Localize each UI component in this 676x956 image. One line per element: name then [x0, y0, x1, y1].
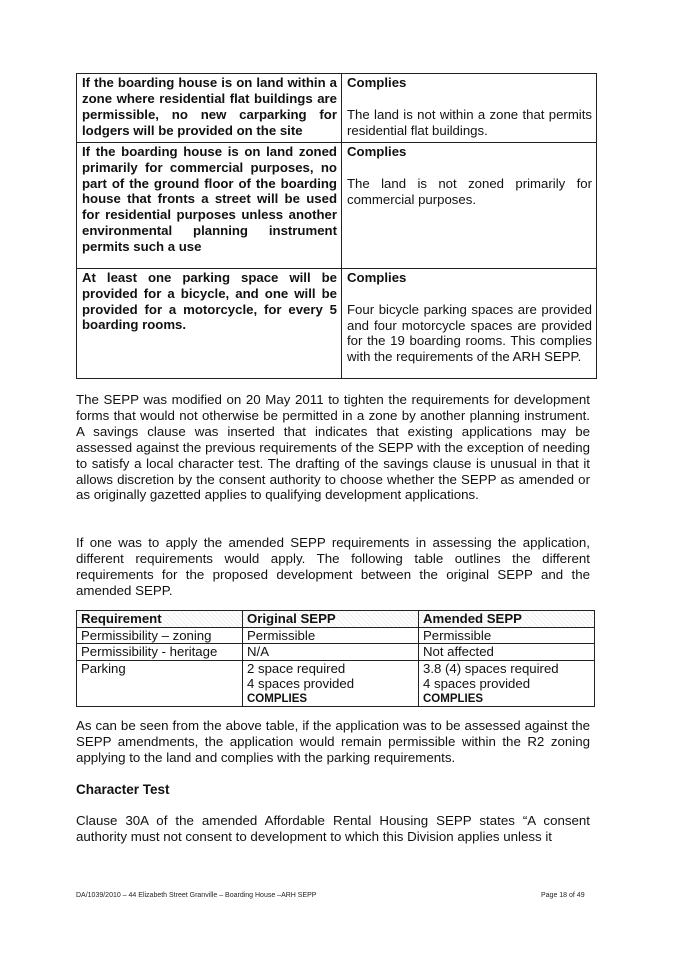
amended-status: COMPLIES	[423, 692, 484, 705]
detail-text: Four bicycle parking spaces are provided and four motorcycle spaces are provided for the 19 boarding rooms. This complies with the requirements of the ARH SEPP.	[347, 301, 592, 365]
detail-text: The land is not zoned primarily for commercial purposes.	[347, 175, 592, 207]
comparison-table	[76, 610, 595, 707]
table-row	[77, 74, 597, 143]
paragraph-character-test: Clause 30A of the amended Affordable Rental Housing SEPP states “A consent authority must not consent to development to which this Division applies unless it	[76, 813, 590, 844]
requirement-cell: If the boarding house is on land within a zone where residential flat buildings are permissible, no new carparking for lodgers will be provided on the site	[77, 74, 342, 143]
table-row	[77, 660, 595, 706]
original-required: 2 space required	[247, 660, 346, 676]
column-header-amended: Amended SEPP	[419, 611, 595, 628]
result-cell	[342, 142, 597, 268]
column-header-original: Original SEPP	[243, 611, 419, 628]
amended-cell	[419, 660, 595, 706]
paragraph-conclusion: As can be seen from the above table, if the application was to be assessed against the SEPP amendments, the application would remain permissible within the R2 zoning applying to the land and complies with the parking requirements.	[76, 718, 590, 765]
paragraph-sepp-modification: The SEPP was modified on 20 May 2011 to tighten the requirements for development forms that would not otherwise be permitted in a zone by another planning instrument. A savings clause was inserted that indicates that existing applications may be assessed against the previous requirements of the SEPP with the exception of needing to satisfy a local character test. The drafting of the savings clause is unusual in that it allows discretion by the consent authority to choose whether the SEPP as amended or as originally gazetted applies to qualifying development applications.	[76, 392, 590, 503]
page-number: Page 18 of 49	[541, 892, 585, 899]
requirement-cell: At least one parking space will be provided for a bicycle, and one will be provided for a motorcycle, for every 5 boarding rooms.	[77, 268, 342, 378]
table-row	[77, 268, 597, 378]
result-cell	[342, 74, 597, 143]
status-text: Complies	[347, 75, 407, 90]
requirement-cell: Permissibility - heritage	[77, 644, 243, 661]
requirement-cell: If the boarding house is on land zoned primarily for commercial purposes, no part of the ground floor of the boarding house that fronts a street will be used for residential purposes unless another environmental planning instrument permits such a use	[77, 142, 342, 268]
amended-provided: 4 spaces provided	[423, 676, 531, 692]
original-cell: N/A	[243, 644, 419, 661]
status-text: Complies	[347, 143, 407, 159]
table-header-row	[77, 611, 595, 628]
section-heading: Character Test	[76, 782, 170, 797]
requirement-cell: Parking	[77, 660, 243, 706]
column-header-requirement: Requirement	[77, 611, 243, 628]
requirement-cell: Permissibility – zoning	[77, 627, 243, 644]
original-cell: Permissible	[243, 627, 419, 644]
amended-required: 3.8 (4) spaces required	[423, 660, 559, 676]
amended-cell: Permissible	[419, 627, 595, 644]
compliance-table	[76, 73, 597, 379]
table-row	[77, 644, 595, 661]
status-text: Complies	[347, 269, 407, 285]
original-provided: 4 spaces provided	[247, 676, 355, 692]
original-cell	[243, 660, 419, 706]
paragraph-amended-requirements: If one was to apply the amended SEPP requirements in assessing the application, different requirements would apply. The following table outlines the different requirements for the proposed development between the original SEPP and the amended SEPP.	[76, 535, 590, 598]
table-row	[77, 627, 595, 644]
amended-cell: Not affected	[419, 644, 595, 661]
table-row	[77, 142, 597, 268]
detail-text: The land is not within a zone that permits residential flat buildings.	[347, 106, 592, 138]
original-status: COMPLIES	[247, 692, 308, 705]
result-cell	[342, 268, 597, 378]
footer-reference: DA/1039/2010 – 44 Elizabeth Street Granville – Boarding House –ARH SEPP	[76, 892, 317, 899]
